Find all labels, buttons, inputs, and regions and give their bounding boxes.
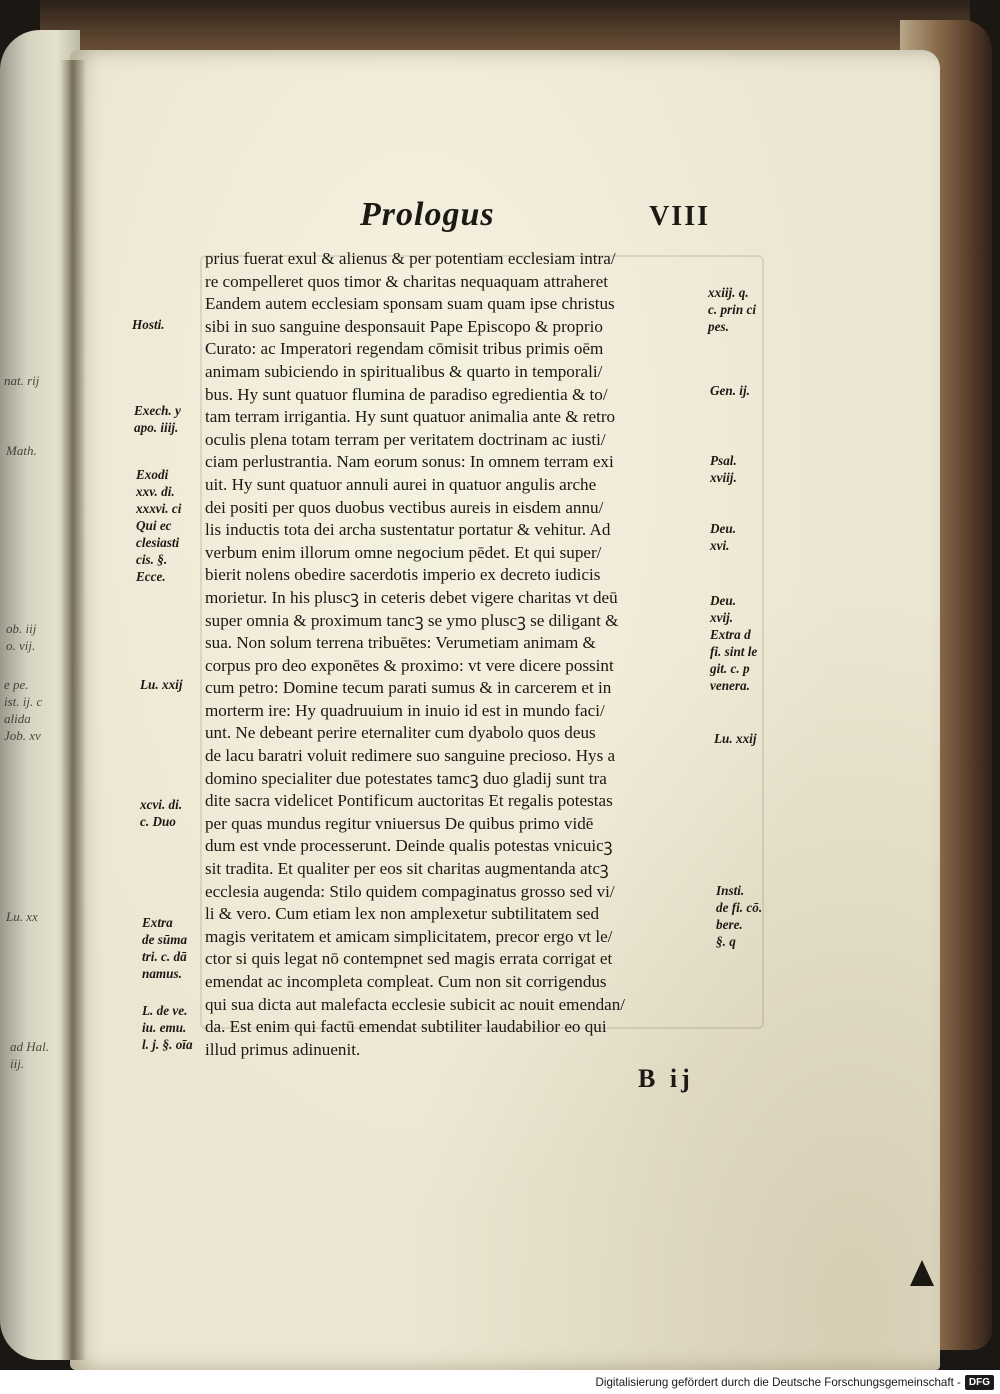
left-margin-note: L. de ve. iu. emu. l. j. §. oīa — [142, 1003, 193, 1052]
facing-page-note: ob. iij o. vij. — [6, 621, 37, 653]
right-margin-note: Gen. ij. — [710, 383, 750, 398]
text-line: li & vero. Cum etiam lex non amplexetur subtilitatem sed — [205, 904, 600, 924]
text-line: tam terram irrigantia. Hy sunt quatuor animalia ante & retro — [205, 407, 616, 427]
text-line: cum petro: Domine tecum parati sumus & in carcerem et in — [205, 678, 612, 698]
right-margin-note: Insti. de fi. cō. bere. §. q — [716, 883, 763, 949]
text-line: de lacu baratri voluit redimere suo sanguine precioso. Hys a — [205, 746, 616, 766]
dfg-logo-icon: DFG — [965, 1375, 994, 1390]
footer-credit-text: Digitalisierung gefördert durch die Deutsche Forschungsgemeinschaft - — [595, 1375, 961, 1389]
text-line: unt. Ne debeant perire eternaliter cum dyabolo quos deus — [205, 723, 596, 743]
left-margin-note: xcvi. di. c. Duo — [140, 797, 183, 829]
folio-number: VIII — [649, 201, 710, 232]
text-line: verbum enim illorum omne negocium pēdet. Et qui super/ — [205, 542, 602, 562]
text-line: ecclesia augenda: Stilo quidem compaginatus grosso sed vi/ — [205, 881, 615, 901]
facing-page-note: ad Hal. iij. — [10, 1039, 49, 1071]
text-line: emendat ac incompleta compleat. Cum non sit corrigendus — [205, 972, 607, 991]
text-line: domino specialiter due potestates tamcꝫ duo gladij sunt tra — [205, 768, 607, 788]
text-line: oculis plena totam terram per veritatem doctrinam ac iusti/ — [205, 429, 606, 449]
main-text-block — [205, 248, 713, 1061]
text-line: super omnia & proximum tancꝫ se ymo pluscꝫ se diligant & — [205, 610, 619, 630]
text-line: morterm ire: Hy quadruuium in inuio id est in mundo faci/ — [205, 700, 605, 720]
running-title: Prologus — [360, 196, 495, 233]
right-margin-note: Lu. xxij — [714, 731, 757, 746]
text-line: animam subiciendo in spiritualibus & quarto in temporali/ — [205, 361, 603, 381]
left-margin-note: Hosti. — [132, 317, 165, 332]
left-margin-note: Exech. y apo. iiij. — [134, 403, 181, 435]
text-line: dum est vnde processerunt. Deinde qualis potestas vnicuicꝫ — [205, 836, 613, 856]
text-line: Curato: ac Imperatori regendam cōmisit tribus primis oēm — [205, 339, 604, 359]
running-head — [360, 196, 710, 240]
text-line: sit tradita. Et qualiter per eos sit charitas augmentanda atcꝫ — [205, 859, 609, 879]
text-line: qui sua dicta aut malefacta ecclesie subicit ac nouit emendan/ — [205, 994, 626, 1014]
text-line: ctor si quis legat nō contempnet sed magis errata corrigat et — [205, 949, 613, 969]
text-line: sibi in suo sanguine desponsauit Pape Episcopo & proprio — [205, 316, 603, 336]
facing-page-note: Math. — [6, 443, 37, 458]
left-margin-note: Lu. xxij — [140, 677, 183, 692]
facing-page-note: nat. rij — [4, 373, 40, 388]
signature-mark: B ij — [638, 1064, 694, 1093]
page-gutter-shadow — [60, 60, 86, 1360]
facing-page-note: Lu. xx — [6, 909, 38, 924]
text-line: bus. Hy sunt quatuor flumina de paradiso egredientia & to/ — [205, 384, 608, 404]
text-line: dei positi per quos duobus vectibus aureis in eisdem annu/ — [205, 497, 604, 517]
left-margin-note: Extra de sūma tri. c. dā namus. — [142, 915, 188, 981]
text-line: illud primus adinuenit. — [205, 1039, 361, 1059]
text-line: morietur. In his pluscꝫ in ceteris debet vigere charitas vt deū — [205, 587, 618, 607]
text-line: per quas mundus regitur vniuersus De quibus primo vidē — [205, 813, 594, 833]
right-margin-note: Psal. xviij. — [710, 453, 737, 485]
text-line: bierit nolens obedire sacerdotis imperio ex decreto iudicis — [205, 565, 601, 585]
text-line: uit. Hy sunt quatuor annuli aurei in quatuor angulis arche — [205, 474, 597, 494]
text-line: re compelleret quos timor & charitas nequaquam attraheret — [205, 271, 608, 291]
text-line: da. Est enim qui factū emendat subtiliter laudabilior eo qui — [205, 1017, 607, 1037]
right-margin-note: Deu. xvi. — [710, 521, 737, 553]
text-line: dite sacra videlicet Pontificum auctoritas Et regalis potestas — [205, 791, 613, 811]
text-line: prius fuerat exul & alienus & per potentiam ecclesiam intra/ — [205, 249, 616, 268]
right-margin-note: Deu. xvij. Extra d fi. sint le git. c. p venera. — [710, 593, 758, 693]
text-line: magis veritatem et amicam simplicitatem, precor ergo vt le/ — [205, 926, 613, 946]
right-margin-note: xxiij. q. c. prin ci pes. — [708, 285, 756, 334]
left-margin-note: Exodi xxv. di. xxxvi. ci Qui ec clesiasti cis. §. Ecce. — [136, 467, 182, 584]
text-line: ciam perlustrantia. Nam eorum sonus: In omnem terram exi — [205, 452, 614, 472]
text-line: Eandem autem ecclesiam sponsam suam quam ipse christus — [205, 294, 615, 314]
facing-page-note: e pe. ist. ij. c alida Job. xv — [4, 677, 43, 743]
text-line: sua. Non solum terrena tribuētes: Verumetiam animam & — [205, 633, 596, 653]
text-line: lis inductis tota dei archa sustentatur portatur & vehitur. Ad — [205, 520, 611, 540]
digitization-footer — [0, 1370, 1000, 1394]
text-line: corpus pro deo exponētes & proximo: vt vere dicere possint — [205, 655, 614, 675]
